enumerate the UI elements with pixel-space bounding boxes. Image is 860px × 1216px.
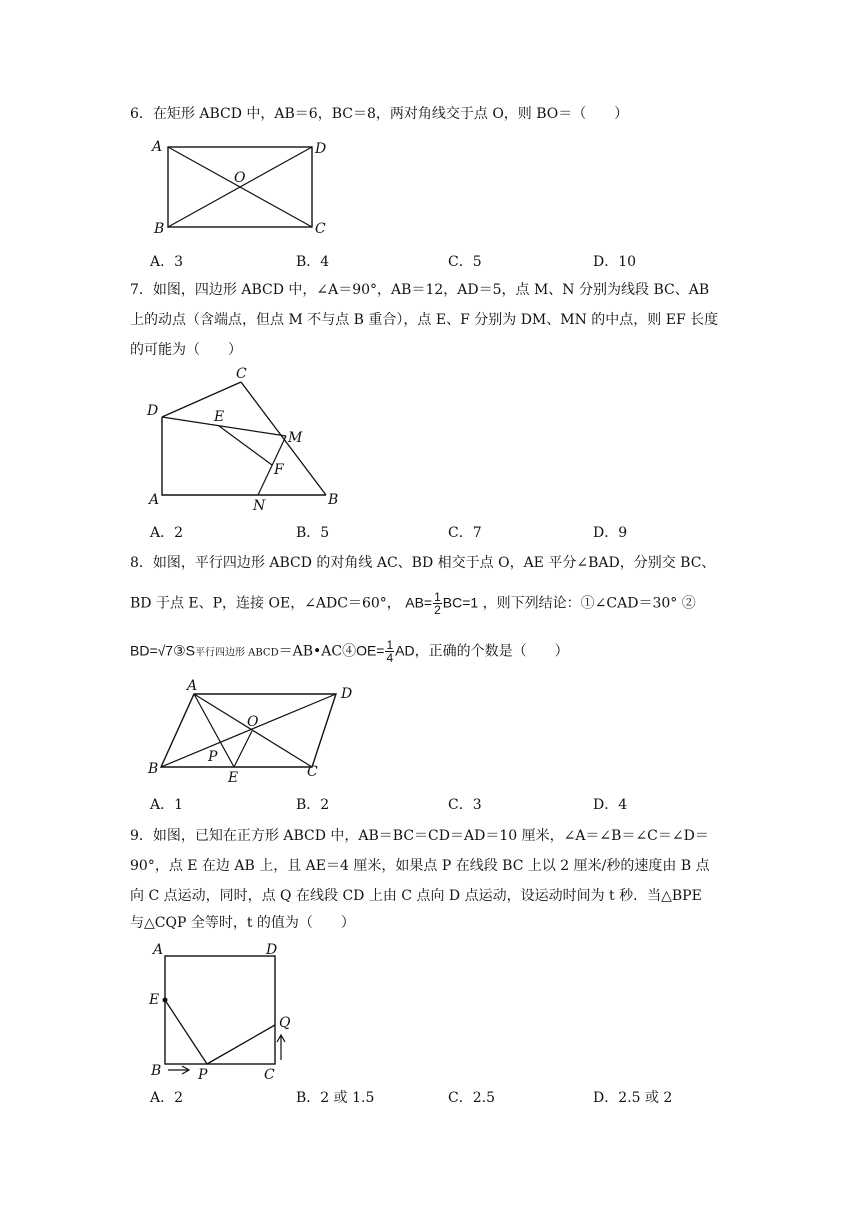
q9-option-b[interactable]: B．2 或 1.5 — [296, 1090, 375, 1106]
q9-label-a: A — [153, 942, 164, 958]
q8-label-c: C — [307, 764, 318, 780]
q9-label-d: D — [266, 942, 278, 958]
q8-label-o: O — [247, 714, 259, 730]
q8-frac-ab-num: 1 — [434, 590, 441, 604]
q7-option-d[interactable]: D．9 — [593, 525, 628, 541]
q8-frac-ab-post: BC=1 — [442, 594, 479, 611]
q8-label-e: E — [228, 770, 239, 786]
q7-line-2: 上的动点（含端点，但点 M 不与点 B 重合），点 E、F 分别为 DM、MN 的中点，则 EF 长度 — [130, 312, 719, 328]
q8-area-subscript: 平行四边形 ABCD — [194, 647, 279, 659]
q9-figure — [140, 938, 300, 1083]
q7-label-a: A — [149, 492, 160, 508]
q9-line-1: 9．如图，已知在正方形 ABCD 中，AB＝BC＝CD＝AD＝10 厘米，∠A＝∠B＝∠C＝∠D＝ — [130, 828, 709, 844]
q8-fraction-half — [433, 591, 442, 616]
q8-option-b[interactable]: B．2 — [296, 797, 330, 813]
q7-option-a[interactable]: A．2 — [150, 525, 184, 541]
q6-stem: 6．在矩形 ABCD 中，AB＝6，BC＝8，两对角线交于点 O，则 BO＝（ ） — [130, 106, 629, 122]
q7-option-b[interactable]: B．5 — [296, 525, 330, 541]
q8-line-2 — [130, 591, 696, 616]
q7-figure — [140, 362, 350, 517]
q8-frac-ab-den: 2 — [434, 603, 441, 617]
q8-bd-sqrt7: BD=√7③S — [130, 642, 195, 659]
q8-frac-oe-pre: OE= — [356, 642, 385, 659]
q8-line-3-end: ，正确的个数是（ ） — [414, 643, 569, 660]
q6-option-d[interactable]: D．10 — [593, 254, 637, 270]
q7-option-c[interactable]: C．7 — [448, 525, 482, 541]
q9-label-c: C — [264, 1067, 275, 1083]
q6-label-b: B — [154, 221, 165, 237]
q9-label-e: E — [149, 992, 160, 1008]
q8-option-d[interactable]: D．4 — [593, 797, 628, 813]
q8-line-3-mid: ＝AB•AC④ — [278, 643, 357, 660]
q8-label-a: A — [187, 678, 198, 694]
q7-line-3: 的可能为（ ） — [130, 342, 242, 358]
q8-frac-oe-den: 4 — [386, 651, 394, 665]
q7-label-d: D — [147, 403, 159, 419]
q8-option-a[interactable]: A．1 — [150, 797, 184, 813]
q8-frac-oe-post: AD — [395, 642, 415, 659]
q8-line-2b: ，则下列结论：①∠CAD＝30° ② — [482, 595, 696, 612]
q8-option-c[interactable]: C．3 — [448, 797, 482, 813]
q8-frac-ab-pre: AB= — [405, 594, 433, 611]
q7-label-f: F — [274, 462, 284, 478]
q9-option-c[interactable]: C．2.5 — [448, 1090, 495, 1106]
q8-figure — [140, 676, 365, 788]
q9-label-q: Q — [279, 1015, 291, 1031]
q7-label-m: M — [288, 430, 303, 446]
q9-option-a[interactable]: A．2 — [150, 1090, 184, 1106]
q8-frac-oe-num: 1 — [386, 638, 394, 652]
q7-label-e: E — [214, 409, 225, 425]
q8-fraction-quarter — [385, 639, 394, 664]
q9-line-3: 向 C 点运动，同时，点 Q 在线段 CD 上由 C 点向 D 点运动，设运动时间为 t 秒．当△BPE — [130, 888, 702, 904]
q9-line-2: 90°，点 E 在边 AB 上，且 AE＝4 厘米，如果点 P 在线段 BC 上以 2 厘米/秒的速度由 B 点 — [130, 858, 710, 874]
q6-option-c[interactable]: C．5 — [448, 254, 482, 270]
q8-line-2a: BD 于点 E、P，连接 OE，∠ADC＝60°， — [130, 595, 401, 612]
q9-option-d[interactable]: D．2.5 或 2 — [593, 1090, 673, 1106]
q6-label-a: A — [152, 139, 163, 155]
q6-option-b[interactable]: B．4 — [296, 254, 330, 270]
q8-label-b: B — [148, 761, 159, 777]
q6-label-o: O — [234, 170, 246, 186]
q7-label-c: C — [236, 366, 247, 382]
q7-line-1: 7．如图，四边形 ABCD 中，∠A＝90°，AB＝12，AD＝5，点 M、N 分别为线段 BC、AB — [130, 282, 710, 298]
q7-label-b: B — [328, 492, 339, 508]
q6-figure — [145, 135, 345, 240]
q9-label-b: B — [151, 1063, 162, 1079]
q8-label-p: P — [208, 749, 218, 765]
q6-label-c: C — [315, 221, 326, 237]
q8-label-d: D — [341, 686, 353, 702]
q9-line-4: 与△CQP 全等时，t 的值为（ ） — [130, 915, 355, 931]
q6-label-d: D — [315, 141, 327, 157]
q7-label-n: N — [253, 498, 266, 514]
q6-option-a[interactable]: A．3 — [150, 254, 184, 270]
q8-line-3 — [130, 639, 569, 664]
q8-line-1: 8．如图，平行四边形 ABCD 的对角线 AC、BD 相交于点 O，AE 平分∠BAD，分别交 BC、 — [130, 555, 716, 571]
q9-label-p: P — [198, 1067, 208, 1083]
